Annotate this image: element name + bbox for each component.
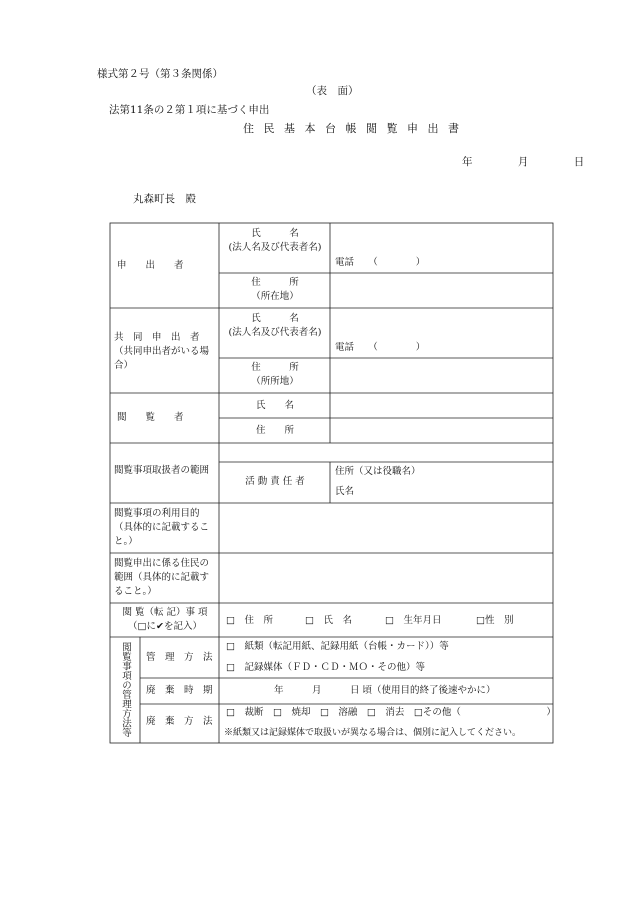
item-option-birthdate[interactable]: □ 生年月日 [385, 615, 442, 626]
purpose-field[interactable] [221, 505, 551, 551]
disposal-time-value[interactable]: 年 月 日 頃（使用目的終了後速やかに） [274, 685, 496, 696]
handler-top-field[interactable] [221, 445, 551, 460]
addressee: 丸森町長 殿 [133, 193, 196, 205]
co-applicant-address-field[interactable] [332, 360, 550, 390]
applicant-name-label: 氏 名 (法人名及び代表者名) [228, 228, 322, 253]
co-applicant-label: 共 同 申 出 者 （共同申出者がいる場 合） [114, 332, 210, 371]
item-option-address[interactable]: □ 住 所 [226, 615, 273, 626]
viewer-name-field[interactable] [332, 395, 550, 416]
viewer-label: 閲 覧 者 [117, 412, 184, 423]
viewer-address-label: 住 所 [255, 425, 294, 436]
viewer-name-label: 氏 名 [255, 400, 294, 411]
applicant-address-field[interactable] [332, 275, 550, 305]
handler-name-line: 氏名 [335, 486, 355, 497]
handler-label: 閲覧事項取扱者の範囲 [114, 465, 210, 476]
date-day[interactable]: 日 [573, 156, 585, 168]
item-option-sex[interactable]: □性 別 [476, 615, 514, 626]
form-side: （表 面） [306, 85, 359, 97]
applicant-phone[interactable]: 電話 （ ） [335, 257, 426, 268]
applicant-label: 申 出 者 [117, 260, 184, 271]
viewer-address-field[interactable] [332, 420, 550, 441]
date-month[interactable]: 月 [517, 156, 529, 168]
management-group-label: 閲覧事項の管理方法等 [120, 642, 131, 737]
applicant-address-label: 住 所 （所在地） [251, 277, 299, 302]
management-method-label: 管 理 方 法 [146, 652, 213, 663]
scope-label: 閲覧申出に係る住民の 範囲（具体的に記載す ること。） [114, 558, 210, 597]
method-option-media[interactable]: □ 記録媒体（ＦＤ・ＣＤ・ＭＯ・その他）等 [226, 662, 425, 673]
legal-basis: 法第11条の２第１項に基づく申出 [109, 104, 270, 116]
disposal-options[interactable]: □ 裁断 □ 焼却 □ 溶融 □ 消去 □その他（ ） [226, 707, 556, 718]
co-applicant-phone[interactable]: 電話 （ ） [335, 342, 426, 353]
disposal-method-label: 廃 棄 方 法 [146, 716, 213, 727]
document-title: 住 民 基 本 台 帳 閲 覧 申 出 書 [243, 122, 462, 135]
form-number: 様式第２号（第３条関係） [97, 68, 223, 80]
item-option-name[interactable]: □ 氏 名 [305, 615, 352, 626]
check-mark-icon: ✔ [156, 621, 164, 632]
co-applicant-address-label: 住 所 （所所地） [251, 362, 299, 387]
disposal-time-label: 廃 棄 時 期 [146, 685, 213, 696]
handler-role: 活 動 責 任 者 [245, 476, 305, 487]
handler-address-line: 住所（又は役職名） [335, 466, 421, 477]
scope-field[interactable] [221, 555, 551, 601]
disposal-note: ※紙類又は記録媒体で取扱いが異なる場合は、個別に記入してください。 [224, 728, 522, 738]
method-option-paper[interactable]: □ 紙類（転記用紙、記録用紙（台帳・カード））等 [226, 641, 449, 652]
purpose-label: 閲覧事項の利用目的 （具体的に記載するこ と。） [114, 508, 210, 547]
date-year[interactable]: 年 [462, 156, 473, 168]
co-applicant-name-label: 氏 名 (法人名及び代表者名) [228, 313, 322, 338]
items-label: 閲 覧（転 記）事 項 （□に✔を記入） [122, 607, 208, 632]
